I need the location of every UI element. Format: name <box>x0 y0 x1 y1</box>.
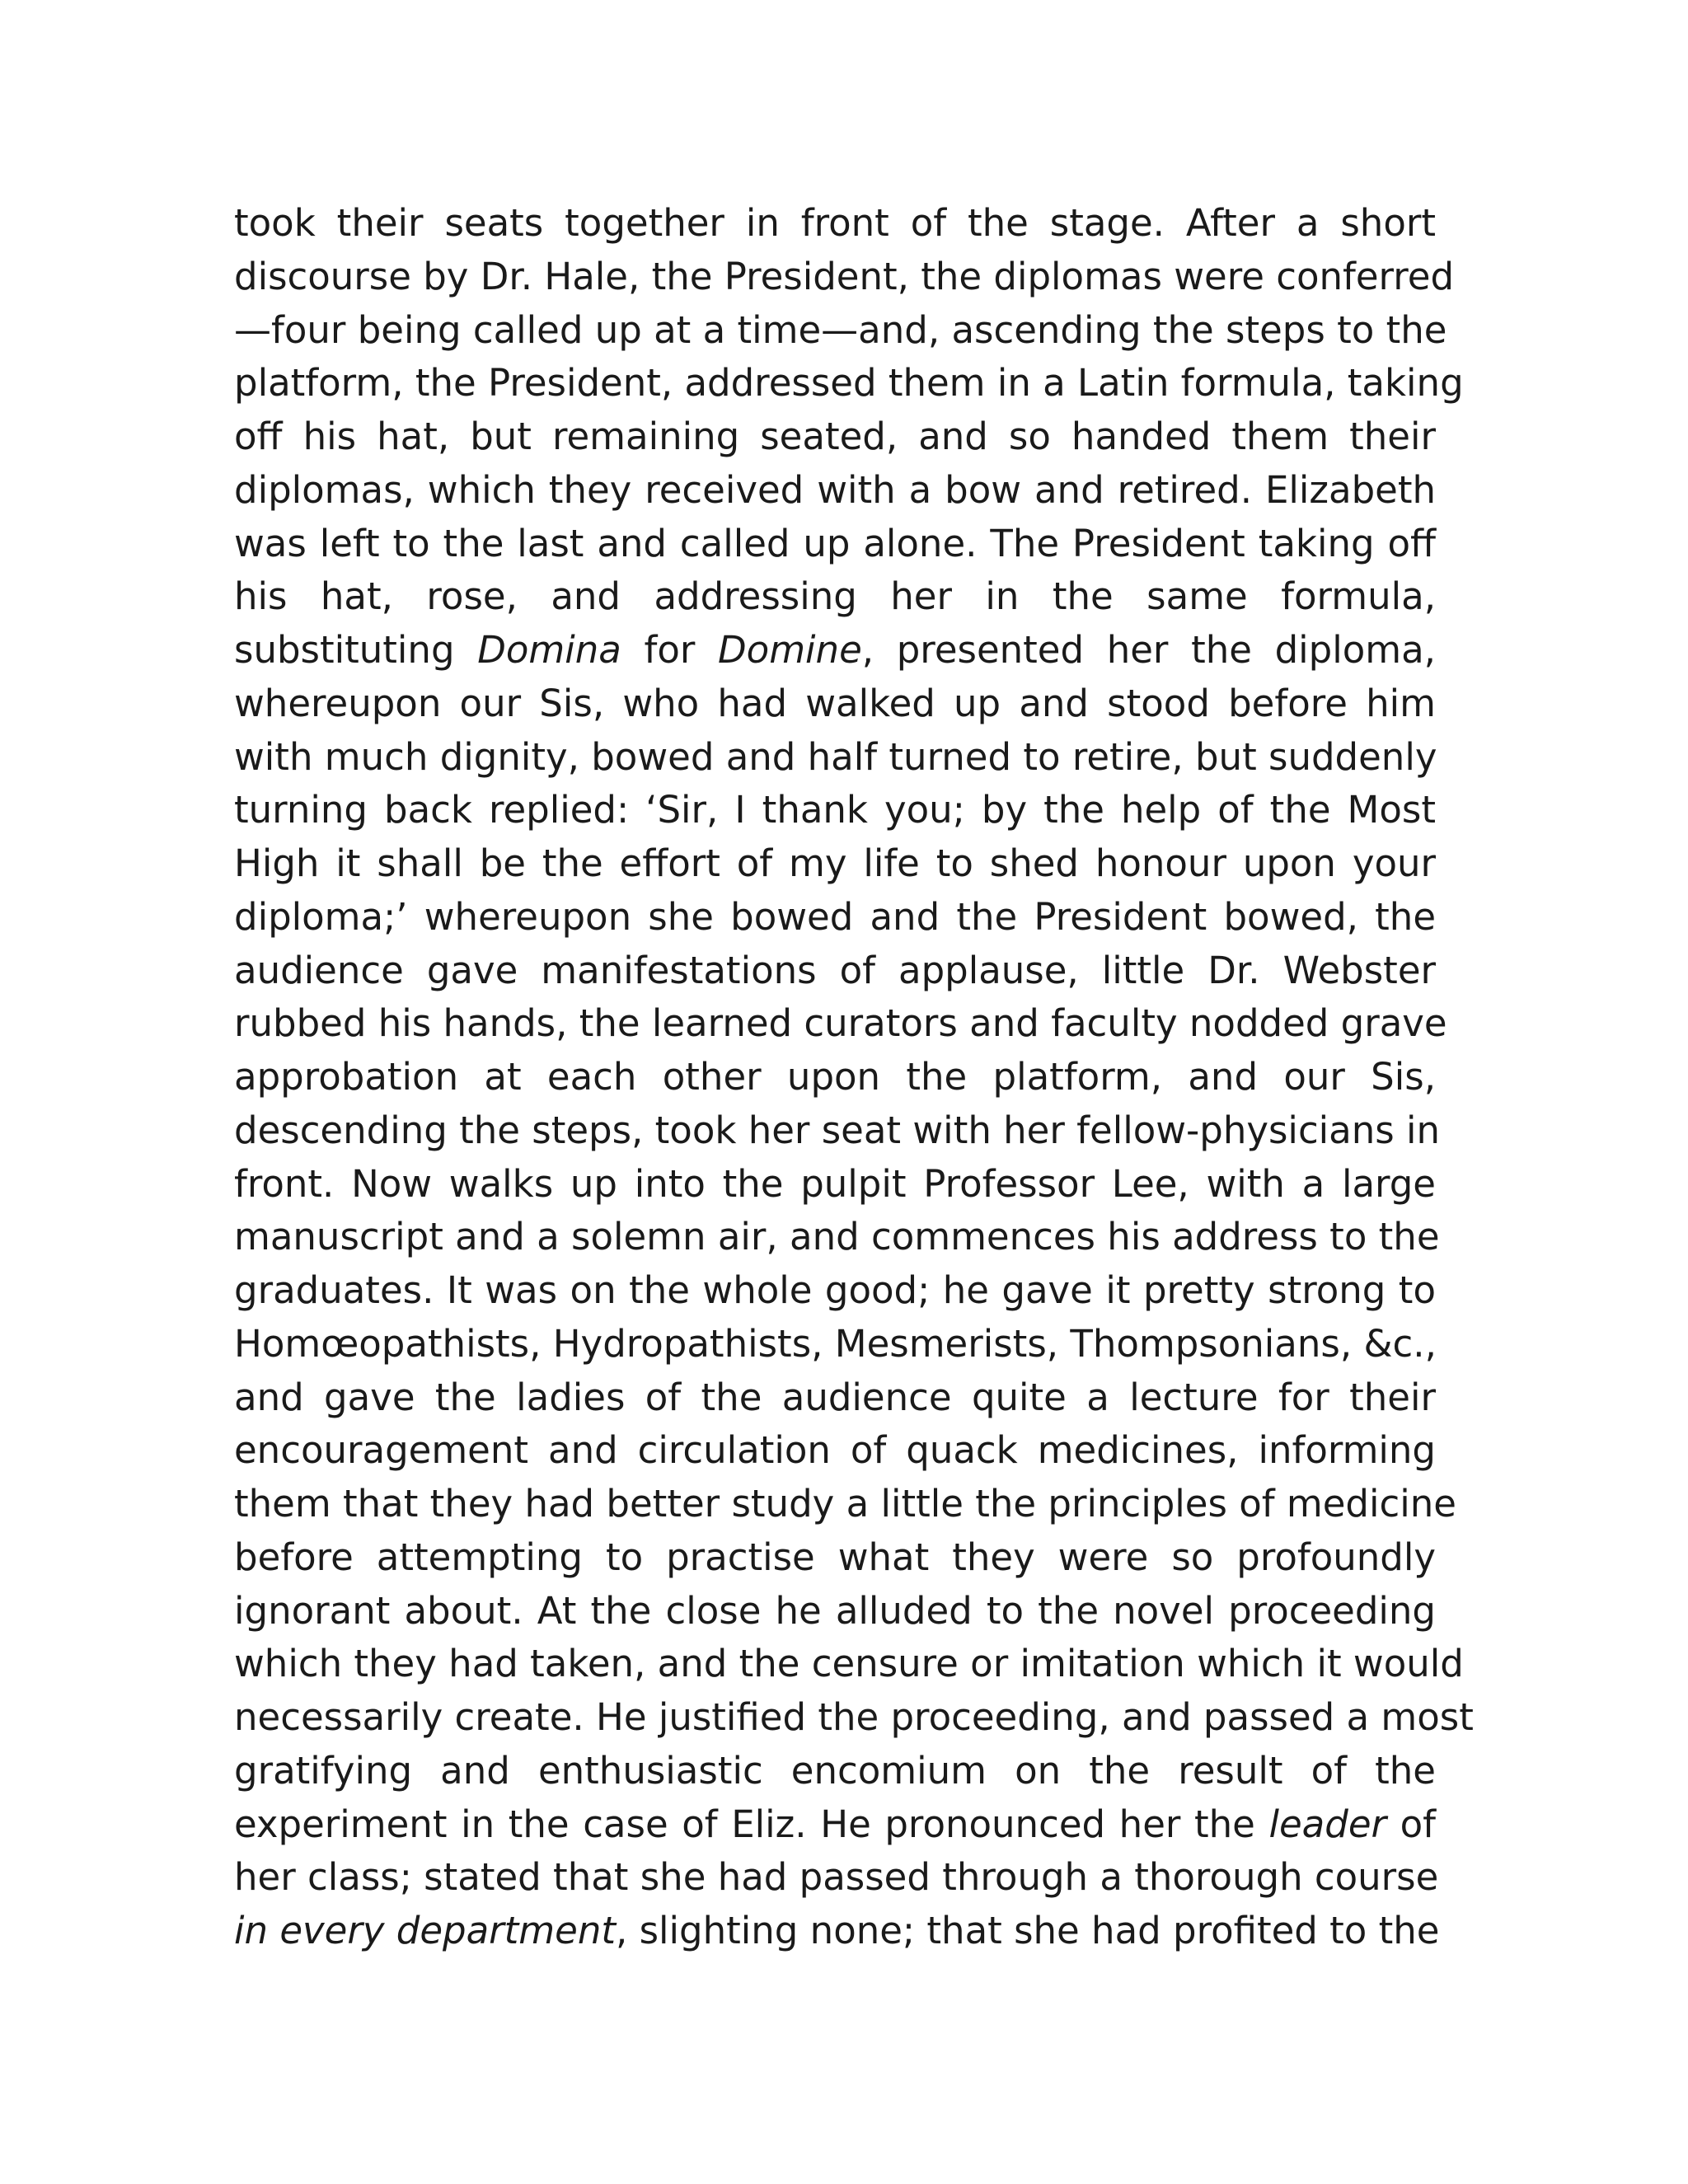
italic-text: in every department <box>234 1909 616 1952</box>
text-run: High it shall be the effort of my life to shed honour upon your <box>234 841 1436 885</box>
text-run: whereupon our Sis, who had walked up and stood before him <box>234 681 1436 725</box>
text-line <box>234 1585 1436 1638</box>
text-line <box>234 1851 1439 1905</box>
text-run: manuscript and a solemn air, and commences his address to the <box>234 1215 1440 1259</box>
text-line <box>234 1211 1440 1264</box>
text-line <box>234 891 1436 944</box>
text-line <box>234 731 1436 785</box>
text-run: necessarily create. He justified the proceeding, and passed a most <box>234 1695 1474 1739</box>
text-run: —four being called up at a time—and, ascending the steps to the <box>234 307 1447 352</box>
text-line <box>234 677 1436 731</box>
text-run: ignorant about. At the close he alluded to the novel proceeding <box>234 1588 1436 1633</box>
text-line <box>234 1104 1441 1158</box>
text-line <box>234 304 1447 358</box>
text-run: took their seats together in front of the stage. After a short <box>234 201 1436 245</box>
italic-text: leader <box>1268 1802 1386 1846</box>
text-run: Homœopathists, Hydropathists, Mesmerists, Thompsonians, &c., <box>234 1321 1437 1366</box>
text-run: graduates. It was on the whole good; he gave it pretty strong to <box>234 1268 1436 1312</box>
text-run: which they had taken, and the censure or imitation which it would <box>234 1642 1464 1686</box>
text-line <box>234 1051 1436 1104</box>
text-line <box>234 944 1436 998</box>
text-line <box>234 1691 1474 1745</box>
text-line <box>234 784 1436 837</box>
text-run: with much dignity, bowed and half turned to retire, but suddenly <box>234 734 1437 779</box>
italic-text: Domine <box>718 628 862 672</box>
text-line <box>234 1798 1436 1852</box>
italic-text: Domina <box>477 628 621 672</box>
text-line <box>234 1158 1436 1212</box>
text-run: for <box>621 628 719 672</box>
text-run: diploma;’ whereupon she bowed and the President bowed, the <box>234 894 1436 939</box>
text-run: descending the steps, took her seat with her fellow-physicians in <box>234 1108 1441 1152</box>
text-run: of <box>1386 1802 1436 1846</box>
text-line <box>234 410 1436 464</box>
text-line <box>234 1318 1436 1371</box>
text-run: approbation at each other upon the platform, and our Sis, <box>234 1055 1436 1099</box>
text-run: platform, the President, addressed them in a Latin formula, taking <box>234 361 1464 405</box>
text-line <box>234 837 1436 891</box>
text-run: turning back replied: ‘Sir, I thank you; by the help of the Most <box>234 788 1436 832</box>
text-run: diplomas, which they received with a bow and retired. Elizabeth <box>234 467 1436 512</box>
text-run: off his hat, but remaining seated, and so handed them their <box>234 415 1436 458</box>
text-line <box>234 464 1436 518</box>
text-line <box>234 1905 1440 1958</box>
text-line <box>234 1264 1436 1318</box>
text-run: his hat, rose, and addressing her in the same formula, <box>234 574 1436 619</box>
text-run: substituting <box>234 628 478 672</box>
text-line <box>234 1424 1436 1478</box>
text-run: gratifying and enthusiastic encomium on the result of the <box>234 1748 1436 1793</box>
text-line <box>234 1371 1436 1425</box>
text-run: and gave the ladies of the audience quite a lecture for their <box>234 1375 1436 1419</box>
text-line <box>234 518 1436 571</box>
text-line <box>234 1638 1464 1691</box>
text-line <box>234 1478 1456 1531</box>
text-run: encouragement and circulation of quack medicines, informing <box>234 1428 1436 1473</box>
text-line <box>234 251 1455 304</box>
text-run: before attempting to practise what they were so profoundly <box>234 1535 1436 1579</box>
text-run: her class; stated that she had passed through a thorough course <box>234 1855 1439 1900</box>
text-line <box>234 1745 1436 1798</box>
text-run: rubbed his hands, the learned curators and faculty nodded grave <box>234 1001 1447 1046</box>
text-run: , presented her the diploma, <box>861 628 1436 672</box>
text-line <box>234 570 1436 624</box>
text-line <box>234 1531 1436 1585</box>
text-run: discourse by Dr. Hale, the President, the diplomas were conferred <box>234 254 1455 298</box>
text-run: audience gave manifestations of applause, little Dr. Webster <box>234 948 1436 992</box>
text-run: , slighting none; that she had profited to the <box>616 1909 1440 1952</box>
text-run: experiment in the case of Eliz. He pronounced her the <box>234 1802 1269 1846</box>
text-line <box>234 997 1447 1051</box>
text-run: them that they had better study a little the principles of medicine <box>234 1482 1456 1526</box>
text-line <box>234 357 1464 410</box>
text-run: front. Now walks up into the pulpit Professor Lee, with a large <box>234 1161 1436 1206</box>
text-run: was left to the last and called up alone. The President taking off <box>234 521 1436 565</box>
text-line <box>234 624 1436 677</box>
body-text <box>234 197 1474 1958</box>
text-line <box>234 197 1436 251</box>
